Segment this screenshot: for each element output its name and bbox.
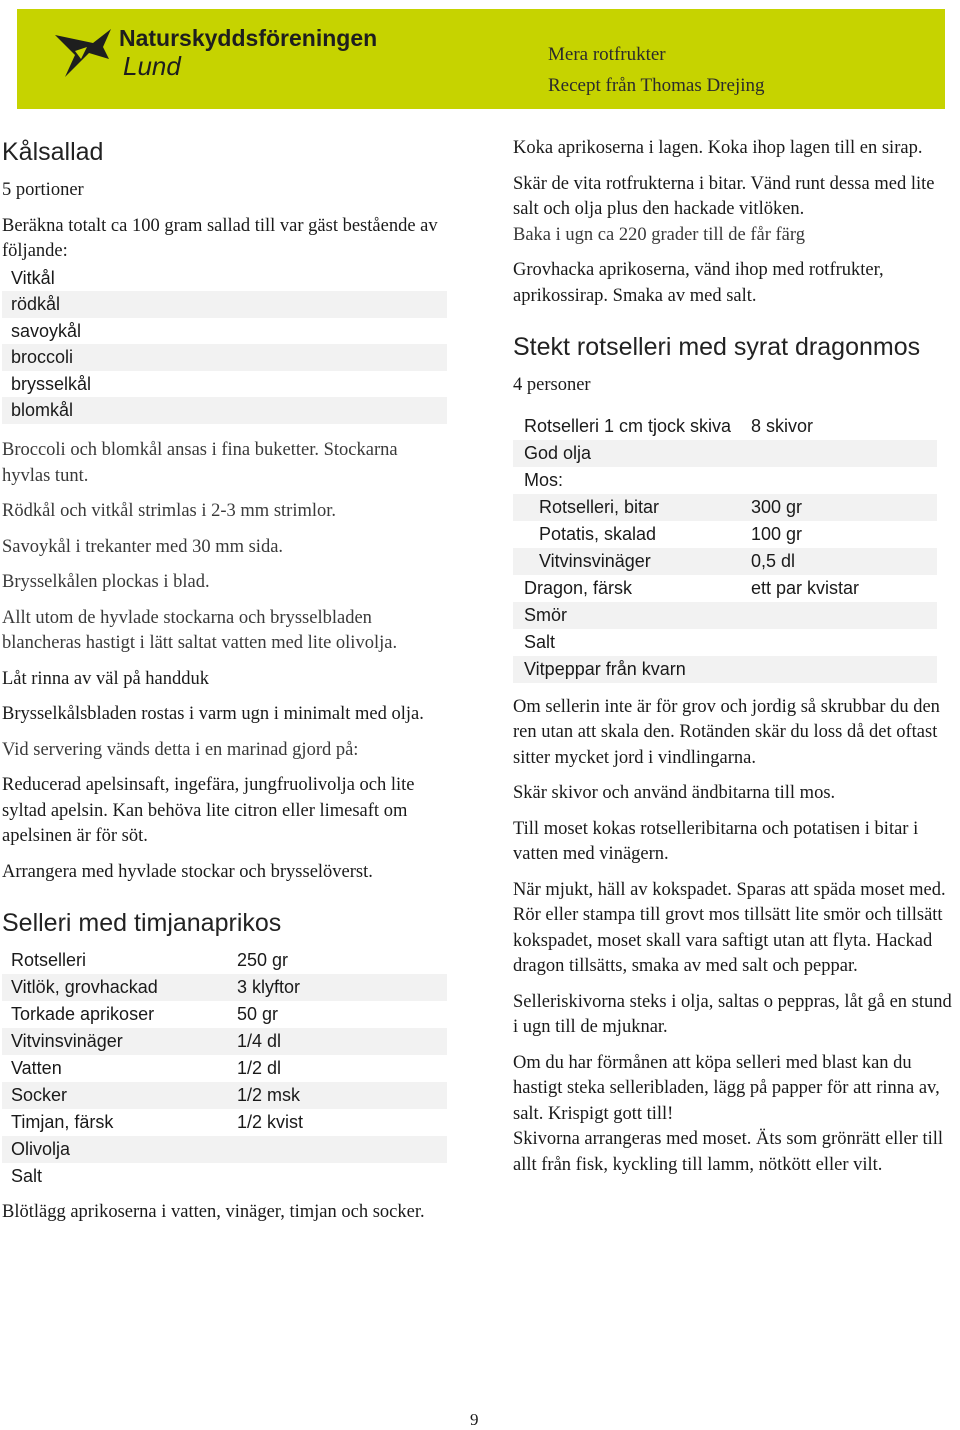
table-row bbox=[2, 1163, 447, 1190]
instruction: Grovhacka aprikoserna, vänd ihop med rotfrukter, aprikossirap. Smaka av med salt. bbox=[513, 260, 884, 306]
ingredient-name: Vatten bbox=[11, 1058, 62, 1079]
list-item: Vitkål bbox=[11, 267, 55, 288]
table-row bbox=[2, 1109, 447, 1136]
instruction: Skär skivor och använd ändbitarna till mos. bbox=[513, 783, 836, 803]
ingredient-quantity bbox=[751, 602, 937, 629]
ingredient-name: Rotselleri, bitar bbox=[513, 494, 751, 521]
instruction: Om sellerin inte är för grov och jordig så skrubbar du den ren utan att skala den. Rotänden skär du loss då det oftast sitter mycket jord i vindlingarna. bbox=[513, 696, 940, 768]
instruction: Baka i ugn ca 220 grader till de får färg bbox=[513, 224, 805, 245]
portions: 4 personer bbox=[513, 375, 591, 395]
list-item: savoykål bbox=[11, 320, 82, 341]
list-item: rödkål bbox=[2, 291, 447, 318]
right-column bbox=[513, 136, 958, 1178]
intro-text: Beräkna totalt ca 100 gram sallad till var gäst bestående av följande: bbox=[2, 215, 438, 261]
recipe-title-kalsallad: Kålsallad bbox=[2, 138, 104, 166]
left-column bbox=[2, 136, 450, 1226]
ingredient-quantity bbox=[751, 656, 937, 683]
table-row bbox=[513, 656, 937, 683]
ingredients-table-selleri bbox=[2, 947, 447, 1190]
ingredient-quantity: 250 gr bbox=[237, 950, 289, 971]
table-row bbox=[513, 467, 937, 494]
ingredient-quantity: ett par kvistar bbox=[751, 577, 860, 598]
ingredient-name: Smör bbox=[513, 602, 751, 629]
ingredient-name: Vitpeppar från kvarn bbox=[513, 656, 751, 683]
instruction: Rödkål och vitkål strimlas i 2-3 mm strimlor. bbox=[2, 501, 337, 522]
page-number: 9 bbox=[470, 1410, 479, 1429]
vegetable-list bbox=[2, 265, 450, 425]
table-row bbox=[2, 974, 447, 1001]
ingredient-name: God olja bbox=[513, 440, 751, 467]
table-row bbox=[2, 1028, 447, 1055]
instruction: Reducerad apelsinsaft, ingefära, jungfruolivolja och lite syltad apelsin. Kan behöva lite citron eller limesaft om apelsinen är för söt. bbox=[2, 775, 415, 847]
ingredient-quantity: 1/2 msk bbox=[237, 1082, 447, 1109]
list-item: brysselkål bbox=[11, 373, 92, 394]
ingredient-name: Rotselleri 1 cm tjock skiva bbox=[524, 415, 732, 436]
instruction: Blötlägg aprikoserna i vatten, vinäger, timjan och socker. bbox=[2, 1202, 425, 1223]
instruction: Koka aprikoserna i lagen. Koka ihop lagen till en sirap. bbox=[513, 138, 923, 158]
instruction: Vid servering vänds detta i en marinad gjord på: bbox=[2, 739, 359, 760]
instruction: Låt rinna av väl på handduk bbox=[2, 668, 210, 689]
instruction: När mjukt, häll av kokspadet. Sparas att späda moset med. Rör eller stampa till grovt mos tillsätt lite smör och tillsätt kokspadet, moset skall vara saftigt utan att flyta. Hackad dragon tillsätts, smaka av med salt och peppar. bbox=[513, 879, 946, 976]
list-item: blomkål bbox=[2, 397, 447, 424]
ingredient-quantity: 1/4 dl bbox=[237, 1028, 447, 1055]
instruction: Arrangera med hyvlade stockar och brysselöverst. bbox=[2, 861, 373, 882]
ingredient-name: Salt bbox=[524, 631, 556, 652]
table-row bbox=[513, 575, 937, 602]
ingredient-name: Salt bbox=[11, 1166, 43, 1187]
ingredient-quantity: 0,5 dl bbox=[751, 548, 937, 575]
table-row bbox=[513, 494, 937, 521]
table-row bbox=[513, 548, 937, 575]
table-row bbox=[513, 521, 937, 548]
org-name: Naturskyddsföreningen bbox=[119, 25, 378, 51]
table-row bbox=[513, 629, 937, 656]
recipe-title-selleri: Selleri med timjanaprikos bbox=[2, 909, 282, 938]
swallow-logo-icon bbox=[53, 25, 113, 81]
ingredient-quantity: 100 gr bbox=[751, 523, 803, 544]
table-row bbox=[513, 413, 937, 440]
ingredient-quantity: 50 gr bbox=[237, 1004, 279, 1025]
table-row bbox=[513, 440, 937, 467]
ingredient-name: Vitlök, grovhackad bbox=[2, 974, 237, 1001]
ingredient-quantity: 1/2 dl bbox=[237, 1058, 282, 1079]
ingredients-table-stekt bbox=[513, 413, 937, 683]
ingredient-name: Olivolja bbox=[2, 1136, 237, 1163]
table-row bbox=[2, 1055, 447, 1082]
instruction: Savoykål i trekanter med 30 mm sida. bbox=[2, 536, 284, 557]
instruction: Brysselkålsbladen rostas i varm ugn i minimalt med olja. bbox=[2, 704, 424, 725]
ingredient-name: Vitvinsvinäger bbox=[2, 1028, 237, 1055]
table-row bbox=[513, 602, 937, 629]
ingredient-name: Torkade aprikoser bbox=[11, 1004, 155, 1025]
ingredient-name: Socker bbox=[2, 1082, 237, 1109]
instruction: Skivorna arrangeras med moset. Äts som grönrätt eller till allt från fisk, kyckling till lamm, nötkött eller vilt. bbox=[513, 1129, 944, 1175]
logo bbox=[53, 21, 393, 101]
instruction: Selleriskivorna steks i olja, saltas o peppras, låt gå en stund i ugn till de mjuknar. bbox=[513, 991, 952, 1037]
ingredient-name: Dragon, färsk bbox=[524, 577, 633, 598]
header-banner bbox=[17, 9, 945, 109]
table-row bbox=[2, 947, 447, 974]
ingredient-quantity: 1/2 kvist bbox=[237, 1112, 304, 1133]
org-city: Lund bbox=[123, 51, 181, 81]
header-line-1: Mera rotfrukter bbox=[548, 44, 666, 65]
instruction: Allt utom de hyvlade stockarna och brysselbladen blancheras hastigt i lätt saltat vatten med lite olivolja. bbox=[2, 607, 398, 654]
ingredient-quantity bbox=[751, 467, 937, 494]
ingredient-name: Mos: bbox=[524, 469, 564, 490]
instruction: Skär de vita rotfrukterna i bitar. Vänd runt dessa med lite salt och olja plus den hackade vitlöken. bbox=[513, 173, 935, 219]
ingredient-name: Rotselleri bbox=[11, 950, 87, 971]
recipe-title-stekt: Stekt rotselleri med syrat dragonmos bbox=[513, 333, 921, 361]
table-row bbox=[2, 1001, 447, 1028]
ingredient-quantity: 3 klyftor bbox=[237, 974, 447, 1001]
portions: 5 portioner bbox=[2, 180, 84, 200]
ingredient-name: Timjan, färsk bbox=[11, 1112, 114, 1133]
table-row bbox=[2, 1082, 447, 1109]
ingredient-quantity: 300 gr bbox=[751, 494, 937, 521]
ingredient-name: Vitvinsvinäger bbox=[513, 548, 751, 575]
table-row bbox=[2, 1136, 447, 1163]
header-line-2: Recept från Thomas Drejing bbox=[548, 75, 765, 96]
instruction: Brysselkålen plockas i blad. bbox=[2, 572, 210, 593]
list-item: broccoli bbox=[2, 344, 447, 371]
ingredient-name: Potatis, skalad bbox=[539, 523, 657, 544]
ingredient-quantity bbox=[751, 440, 937, 467]
instruction: Till moset kokas rotselleribitarna och potatisen i bitar i vatten med vinägern. bbox=[513, 818, 919, 864]
instruction: Om du har förmånen att köpa selleri med blast kan du hastigt steka selleribladen, lägg på papper för att rinna av, salt. Krispigt gott till! bbox=[513, 1052, 940, 1124]
ingredient-quantity bbox=[751, 629, 937, 656]
ingredient-quantity bbox=[237, 1163, 447, 1190]
ingredient-quantity: 8 skivor bbox=[751, 415, 814, 436]
instruction: Broccoli och blomkål ansas i fina buketter. Stockarna hyvlas tunt. bbox=[2, 440, 398, 486]
header-subtitle bbox=[548, 39, 765, 101]
ingredient-quantity bbox=[237, 1136, 447, 1163]
